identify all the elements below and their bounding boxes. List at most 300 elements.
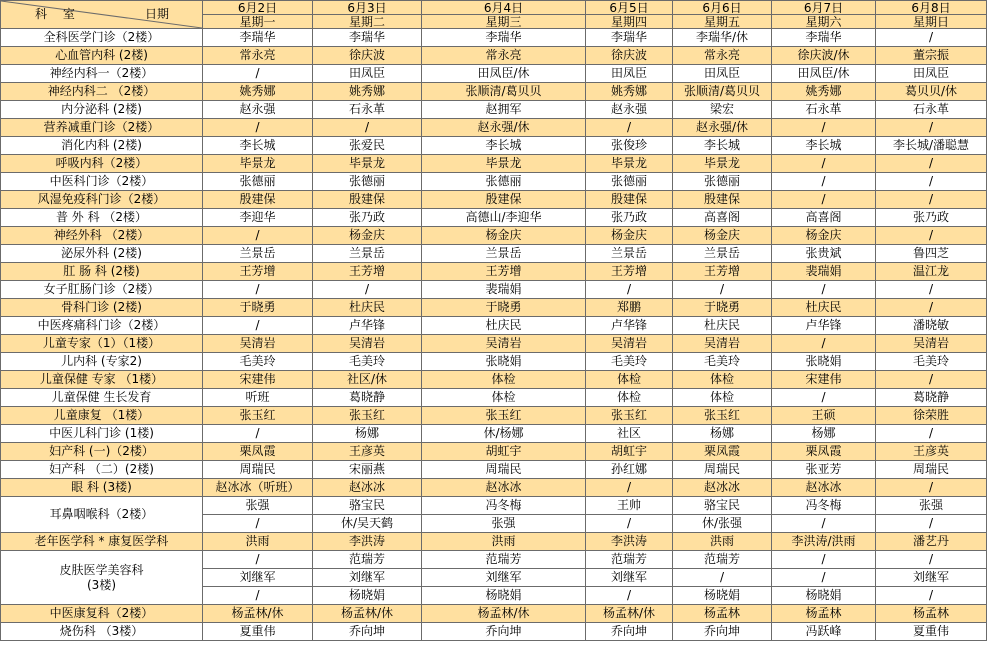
doctor-cell: 王彦英 (876, 443, 987, 461)
doctor-cell: 毕景龙 (586, 155, 673, 173)
doctor-cell: / (313, 281, 422, 299)
doctor-cell: / (203, 119, 313, 137)
doctor-cell: 赵永强/休 (422, 119, 586, 137)
department-row (1, 389, 987, 407)
department-row (1, 317, 987, 335)
doctor-cell: / (876, 119, 987, 137)
department-name: 神经内科一（2楼） (1, 65, 203, 83)
doctor-cell: 殷建保 (313, 191, 422, 209)
doctor-cell: / (313, 119, 422, 137)
doctor-cell: 赵拥军 (422, 101, 586, 119)
doctor-cell: 洪雨 (203, 533, 313, 551)
doctor-cell: 冯跃峰 (772, 623, 876, 641)
doctor-cell: 杨晓娟 (772, 587, 876, 605)
doctor-cell: 李长城 (203, 137, 313, 155)
doctor-cell: 杨娜 (313, 425, 422, 443)
doctor-cell: 杨金庆 (313, 227, 422, 245)
doctor-cell: 张德丽 (422, 173, 586, 191)
department-row (1, 245, 987, 263)
doctor-cell: 于晓勇 (203, 299, 313, 317)
doctor-cell: 张乃政 (313, 209, 422, 227)
doctor-cell: 张亚芳 (772, 461, 876, 479)
doctor-cell: 张顺清/葛贝贝 (673, 83, 772, 101)
doctor-cell: 周瑞民 (876, 461, 987, 479)
department-row (1, 227, 987, 245)
department-row (1, 353, 987, 371)
weekday-cell: 星期二 (313, 15, 422, 29)
department-row (1, 443, 987, 461)
doctor-cell: 徐庆波/休 (772, 47, 876, 65)
doctor-cell: 赵冰冰 (772, 479, 876, 497)
doctor-cell: 殷建保 (586, 191, 673, 209)
doctor-cell: 田凤臣 (876, 65, 987, 83)
doctor-cell: 姚秀娜 (313, 83, 422, 101)
doctor-cell: 潘艺丹 (876, 533, 987, 551)
department-name: 中医科门诊（2楼） (1, 173, 203, 191)
department-name: 眼 科 (3楼) (1, 479, 203, 497)
doctor-cell: 赵永强/休 (673, 119, 772, 137)
department-name: 内分泌科 (2楼) (1, 101, 203, 119)
department-name: 老年医学科 * 康复医学科 (1, 533, 203, 551)
department-name: 呼吸内科（2楼） (1, 155, 203, 173)
doctor-cell: / (772, 191, 876, 209)
doctor-cell: 董宗振 (876, 47, 987, 65)
doctor-cell: 王硕 (772, 407, 876, 425)
doctor-cell: / (772, 281, 876, 299)
department-name: 营养减重门诊（2楼） (1, 119, 203, 137)
doctor-cell: 杨孟林/休 (586, 605, 673, 623)
doctor-cell: 杜庆民 (673, 317, 772, 335)
doctor-cell: 郑鹏 (586, 299, 673, 317)
doctor-cell: 兰景岳 (313, 245, 422, 263)
doctor-cell: 李洪涛/洪雨 (772, 533, 876, 551)
doctor-cell: 乔向坤 (586, 623, 673, 641)
doctor-cell: 温江龙 (876, 263, 987, 281)
doctor-cell: 潘晓敏 (876, 317, 987, 335)
doctor-cell: 姚秀娜 (772, 83, 876, 101)
doctor-cell: 社区 (586, 425, 673, 443)
department-row (1, 29, 987, 47)
doctor-cell: 李迎华 (203, 209, 313, 227)
department-name: 儿内科 (专家2) (1, 353, 203, 371)
doctor-cell: 鲁四芝 (876, 245, 987, 263)
department-name: 中医康复科（2楼） (1, 605, 203, 623)
doctor-cell: 杜庆民 (313, 299, 422, 317)
doctor-cell: 体检 (673, 371, 772, 389)
doctor-cell: 张德丽 (203, 173, 313, 191)
department-name: 妇产科 （二）(2楼) (1, 461, 203, 479)
doctor-cell: 王芳增 (203, 263, 313, 281)
doctor-cell: / (876, 587, 987, 605)
doctor-cell: 王芳增 (422, 263, 586, 281)
doctor-cell: 宋建伟 (772, 371, 876, 389)
doctor-cell: 体检 (586, 371, 673, 389)
doctor-cell: 周瑞民 (203, 461, 313, 479)
doctor-cell: 吴清岩 (876, 335, 987, 353)
doctor-cell: 李洪涛 (313, 533, 422, 551)
doctor-cell: 毕景龙 (673, 155, 772, 173)
doctor-cell: 杨孟林/休 (203, 605, 313, 623)
doctor-cell: 田凤臣 (313, 65, 422, 83)
doctor-cell: 王芳增 (313, 263, 422, 281)
doctor-cell: 徐庆波 (586, 47, 673, 65)
doctor-cell: 体检 (422, 371, 586, 389)
department-floor-line: (3楼) (87, 577, 116, 592)
doctor-cell: 吴清岩 (422, 335, 586, 353)
doctor-cell: 李瑞华 (586, 29, 673, 47)
corner-department-label: 科 室 (35, 7, 81, 21)
doctor-cell: / (876, 281, 987, 299)
doctor-cell: 李长城/潘聪慧 (876, 137, 987, 155)
doctor-cell: 赵永强 (203, 101, 313, 119)
department-row (1, 407, 987, 425)
doctor-cell: / (203, 551, 313, 569)
doctor-cell: 胡虹宇 (586, 443, 673, 461)
doctor-cell: 杨孟林 (673, 605, 772, 623)
doctor-cell: 夏重伟 (203, 623, 313, 641)
doctor-cell: 常永亮 (673, 47, 772, 65)
doctor-cell: / (203, 515, 313, 533)
doctor-cell: 张乃政 (876, 209, 987, 227)
doctor-cell: 常永亮 (203, 47, 313, 65)
doctor-cell: 范瑞芳 (313, 551, 422, 569)
doctor-cell: 杨晓娟 (313, 587, 422, 605)
doctor-cell: / (203, 65, 313, 83)
doctor-cell: 李瑞华/休 (673, 29, 772, 47)
department-row (1, 191, 987, 209)
doctor-cell: 李瑞华 (313, 29, 422, 47)
date-cell: 6月7日 (772, 1, 876, 15)
doctor-cell: / (772, 389, 876, 407)
doctor-cell: / (876, 227, 987, 245)
doctor-cell: 田凤臣/休 (772, 65, 876, 83)
department-row (1, 83, 987, 101)
doctor-cell: 夏重伟 (876, 623, 987, 641)
department-name: 神经内科二 （2楼） (1, 83, 203, 101)
date-cell: 6月6日 (673, 1, 772, 15)
doctor-cell: 赵冰冰（听班） (203, 479, 313, 497)
doctor-cell: 社区/休 (313, 371, 422, 389)
doctor-cell: 王芳增 (586, 263, 673, 281)
doctor-cell: 孙红娜 (586, 461, 673, 479)
doctor-cell: 石永革 (876, 101, 987, 119)
doctor-cell: 吴清岩 (313, 335, 422, 353)
doctor-cell: 周瑞民 (422, 461, 586, 479)
doctor-cell: 石永革 (772, 101, 876, 119)
department-name: 全科医学门诊（2楼） (1, 29, 203, 47)
doctor-cell: 李长城 (772, 137, 876, 155)
diagonal-line (1, 1, 202, 28)
department-row (1, 533, 987, 551)
doctor-cell: / (772, 515, 876, 533)
department-row (1, 101, 987, 119)
doctor-cell: 张晓娟 (422, 353, 586, 371)
date-cell: 6月8日 (876, 1, 987, 15)
doctor-cell: 张贵斌 (772, 245, 876, 263)
date-cell: 6月5日 (586, 1, 673, 15)
doctor-cell: / (772, 335, 876, 353)
doctor-cell: 杨金庆 (772, 227, 876, 245)
doctor-cell: 李瑞华 (772, 29, 876, 47)
doctor-cell: 杨金庆 (586, 227, 673, 245)
doctor-cell: 王帅 (586, 497, 673, 515)
doctor-cell: 兰景岳 (422, 245, 586, 263)
doctor-cell: 姚秀娜 (586, 83, 673, 101)
doctor-cell: 胡虹宇 (422, 443, 586, 461)
doctor-cell: / (876, 29, 987, 47)
doctor-cell: / (772, 569, 876, 587)
doctor-cell: 刘继军 (586, 569, 673, 587)
doctor-cell: 徐庆波 (313, 47, 422, 65)
department-name: 风湿免疫科门诊（2楼） (1, 191, 203, 209)
doctor-cell: 葛晓静 (313, 389, 422, 407)
doctor-cell: 姚秀娜 (203, 83, 313, 101)
doctor-cell: / (772, 551, 876, 569)
weekday-cell: 星期一 (203, 15, 313, 29)
doctor-cell: 乔向坤 (422, 623, 586, 641)
doctor-cell: 体检 (422, 389, 586, 407)
doctor-cell: 石永革 (313, 101, 422, 119)
doctor-cell: 吴清岩 (586, 335, 673, 353)
doctor-cell: 于晓勇 (422, 299, 586, 317)
doctor-cell: 栗凤霞 (203, 443, 313, 461)
doctor-cell: 殷建保 (203, 191, 313, 209)
doctor-cell: / (586, 119, 673, 137)
doctor-cell: 杜庆民 (772, 299, 876, 317)
doctor-cell: / (876, 155, 987, 173)
department-name: 儿童专家（1）（1楼） (1, 335, 203, 353)
doctor-cell: 刘继军 (876, 569, 987, 587)
doctor-cell: / (673, 569, 772, 587)
doctor-cell: 张强 (422, 515, 586, 533)
doctor-cell: 田凤臣 (586, 65, 673, 83)
doctor-cell: / (876, 425, 987, 443)
doctor-cell: / (586, 515, 673, 533)
doctor-cell: 吴清岩 (673, 335, 772, 353)
doctor-cell: 毛美玲 (586, 353, 673, 371)
doctor-cell: 宋丽燕 (313, 461, 422, 479)
doctor-cell: 卢华锋 (772, 317, 876, 335)
doctor-cell: 毕景龙 (313, 155, 422, 173)
doctor-cell: 栗凤霞 (673, 443, 772, 461)
doctor-cell: 张乃政 (586, 209, 673, 227)
weekday-cell: 星期日 (876, 15, 987, 29)
doctor-cell: 宋建伟 (203, 371, 313, 389)
doctor-cell: 裴瑞娟 (422, 281, 586, 299)
doctor-cell: 杨晓娟 (422, 587, 586, 605)
doctor-cell: / (876, 551, 987, 569)
doctor-cell: 休/杨娜 (422, 425, 586, 443)
doctor-cell: 赵冰冰 (422, 479, 586, 497)
department-row (1, 65, 987, 83)
department-row (1, 497, 987, 515)
doctor-cell: 休/吴天鹤 (313, 515, 422, 533)
department-name: 普 外 科 （2楼） (1, 209, 203, 227)
doctor-cell: 范瑞芳 (422, 551, 586, 569)
doctor-cell: 张德丽 (586, 173, 673, 191)
doctor-cell: 张玉红 (422, 407, 586, 425)
doctor-cell: / (876, 371, 987, 389)
doctor-cell: 张玉红 (313, 407, 422, 425)
doctor-cell: / (876, 479, 987, 497)
department-row (1, 119, 987, 137)
doctor-cell: 梁宏 (673, 101, 772, 119)
department-name (1, 551, 203, 605)
department-row (1, 461, 987, 479)
doctor-cell: / (203, 281, 313, 299)
doctor-cell: 洪雨 (673, 533, 772, 551)
doctor-cell: 张玉红 (203, 407, 313, 425)
department-row (1, 281, 987, 299)
department-row (1, 425, 987, 443)
doctor-cell: 冯冬梅 (772, 497, 876, 515)
department-row (1, 263, 987, 281)
department-name: 泌尿外科 (2楼) (1, 245, 203, 263)
date-cell: 6月4日 (422, 1, 586, 15)
doctor-cell: 卢华锋 (313, 317, 422, 335)
department-name: 中医儿科门诊 (1楼) (1, 425, 203, 443)
doctor-cell: 李瑞华 (203, 29, 313, 47)
doctor-cell: 田凤臣/休 (422, 65, 586, 83)
doctor-cell: / (203, 587, 313, 605)
doctor-cell: 杨金庆 (673, 227, 772, 245)
doctor-cell: 葛晓静 (876, 389, 987, 407)
doctor-cell: 杨晓娟 (673, 587, 772, 605)
doctor-cell: / (203, 227, 313, 245)
doctor-cell: 赵永强 (586, 101, 673, 119)
date-cell: 6月3日 (313, 1, 422, 15)
header-date-row (1, 1, 987, 15)
department-row (1, 335, 987, 353)
doctor-cell: 听班 (203, 389, 313, 407)
department-row (1, 605, 987, 623)
doctor-cell: 兰景岳 (673, 245, 772, 263)
department-row (1, 371, 987, 389)
doctor-cell: / (586, 479, 673, 497)
weekday-cell: 星期六 (772, 15, 876, 29)
doctor-cell: / (673, 281, 772, 299)
doctor-cell: 王彦英 (313, 443, 422, 461)
doctor-cell: 杨孟林 (876, 605, 987, 623)
department-row (1, 299, 987, 317)
doctor-cell: 吴清岩 (203, 335, 313, 353)
doctor-cell: 殷建保 (422, 191, 586, 209)
doctor-cell: 刘继军 (203, 569, 313, 587)
department-name: 骨科门诊 (2楼) (1, 299, 203, 317)
doctor-cell: 栗凤霞 (772, 443, 876, 461)
doctor-cell: 乔向坤 (313, 623, 422, 641)
doctor-cell: 兰景岳 (203, 245, 313, 263)
schedule-body (1, 1, 987, 641)
weekday-cell: 星期五 (673, 15, 772, 29)
doctor-cell: 乔向坤 (673, 623, 772, 641)
doctor-cell: / (772, 173, 876, 191)
department-name: 女子肛肠门诊（2楼） (1, 281, 203, 299)
doctor-cell: 高喜阁 (673, 209, 772, 227)
doctor-cell: 田凤臣 (673, 65, 772, 83)
corner-date-label: 日期 (145, 7, 170, 21)
corner-cell (1, 1, 203, 29)
doctor-cell: 张俊珍 (586, 137, 673, 155)
doctor-cell: 体检 (673, 389, 772, 407)
doctor-cell: 休/张强 (673, 515, 772, 533)
doctor-cell: 李长城 (673, 137, 772, 155)
doctor-cell: 高德山/李迎华 (422, 209, 586, 227)
department-name: 儿童康复 （1楼） (1, 407, 203, 425)
doctor-cell: 毛美玲 (673, 353, 772, 371)
doctor-cell: 兰景岳 (586, 245, 673, 263)
doctor-cell: 张玉红 (673, 407, 772, 425)
doctor-cell: 张爱民 (313, 137, 422, 155)
doctor-cell: / (772, 155, 876, 173)
department-name: 耳鼻咽喉科（2楼） (1, 497, 203, 533)
doctor-cell: 殷建保 (673, 191, 772, 209)
doctor-cell: / (876, 515, 987, 533)
department-name: 儿童保健 专家 （1楼） (1, 371, 203, 389)
doctor-cell: 张顺清/葛贝贝 (422, 83, 586, 101)
department-row (1, 209, 987, 227)
weekday-cell: 星期四 (586, 15, 673, 29)
doctor-cell: / (203, 317, 313, 335)
doctor-cell: 张晓娟 (772, 353, 876, 371)
doctor-cell: 杨孟林 (772, 605, 876, 623)
doctor-cell: 毛美玲 (876, 353, 987, 371)
doctor-cell: / (586, 587, 673, 605)
doctor-cell: 杨孟林/休 (422, 605, 586, 623)
department-name: 心血管内科 (2楼) (1, 47, 203, 65)
department-name: 肛 肠 科 (2楼) (1, 263, 203, 281)
doctor-cell: 毛美玲 (203, 353, 313, 371)
doctor-cell: / (876, 173, 987, 191)
doctor-cell: 于晓勇 (673, 299, 772, 317)
doctor-cell: 骆宝民 (313, 497, 422, 515)
doctor-cell: / (586, 281, 673, 299)
doctor-cell: 骆宝民 (673, 497, 772, 515)
department-name: 神经外科 （2楼） (1, 227, 203, 245)
department-name: 妇产科 (一)（2楼） (1, 443, 203, 461)
department-name: 儿童保健 生长发育 (1, 389, 203, 407)
department-row (1, 137, 987, 155)
doctor-cell: 李长城 (422, 137, 586, 155)
doctor-cell: 李洪涛 (586, 533, 673, 551)
doctor-cell: 杨孟林/休 (313, 605, 422, 623)
doctor-cell: 周瑞民 (673, 461, 772, 479)
doctor-cell: 葛贝贝/休 (876, 83, 987, 101)
doctor-cell: / (203, 425, 313, 443)
doctor-cell: 冯冬梅 (422, 497, 586, 515)
doctor-cell: 范瑞芳 (673, 551, 772, 569)
doctor-cell: 赵冰冰 (673, 479, 772, 497)
doctor-cell: 张强 (203, 497, 313, 515)
doctor-cell: 毕景龙 (203, 155, 313, 173)
doctor-cell: 刘继军 (422, 569, 586, 587)
doctor-cell: 李瑞华 (422, 29, 586, 47)
doctor-cell: 杨金庆 (422, 227, 586, 245)
doctor-cell: 常永亮 (422, 47, 586, 65)
doctor-cell: 体检 (586, 389, 673, 407)
doctor-cell: 赵冰冰 (313, 479, 422, 497)
date-cell: 6月2日 (203, 1, 313, 15)
department-row (1, 623, 987, 641)
doctor-cell: 张德丽 (673, 173, 772, 191)
department-row (1, 47, 987, 65)
doctor-cell: 裴瑞娟 (772, 263, 876, 281)
doctor-cell: / (876, 191, 987, 209)
doctor-cell: 徐荣胜 (876, 407, 987, 425)
doctor-cell: 杨娜 (772, 425, 876, 443)
doctor-cell: 高喜阁 (772, 209, 876, 227)
weekday-cell: 星期三 (422, 15, 586, 29)
